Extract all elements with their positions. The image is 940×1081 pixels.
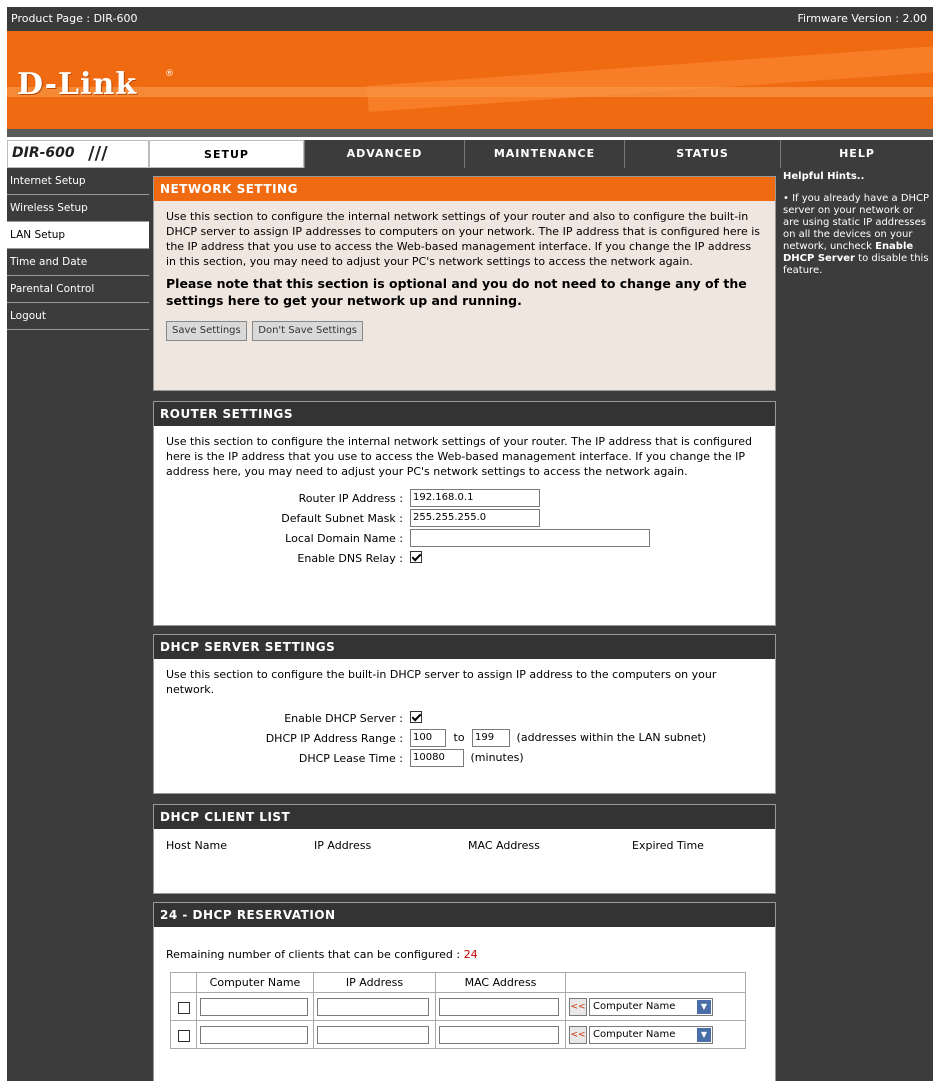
copy-computer-button[interactable]: <<	[569, 1026, 587, 1044]
dlink-logo: D-Link	[17, 67, 138, 102]
model-badge	[7, 140, 149, 168]
reservation-enable-checkbox[interactable]	[178, 1002, 190, 1014]
dns-relay-checkbox[interactable]	[410, 551, 422, 563]
mac-address-input[interactable]	[439, 1026, 559, 1044]
dont-save-settings-button[interactable]: Don't Save Settings	[252, 321, 363, 341]
subnet-mask-label: Default Subnet Mask :	[281, 512, 403, 525]
column-mac-address: MAC Address	[468, 839, 540, 852]
column-host-name: Host Name	[166, 839, 227, 852]
chevron-down-icon: ▼	[697, 1028, 711, 1042]
mac-address-input[interactable]	[439, 998, 559, 1016]
column-actions	[566, 973, 746, 993]
computer-name-select-value: Computer Name	[593, 1028, 676, 1040]
dhcp-range-note: (addresses within the LAN subnet)	[516, 731, 707, 744]
dhcp-fields	[154, 697, 775, 769]
lease-time-value-wrap	[410, 749, 524, 767]
section-description: Use this section to configure the internal network settings of your router and also to configure the built-in DHCP server to assign IP addresses to computers on your network. The IP address that is configured here is the IP address that you use to access the Web-based management interface. If you change the IP address in this section, you may need to adjust your PC's network settings to access the network again.	[166, 210, 761, 268]
sidebar-item-parental-control[interactable]: Parental Control	[7, 276, 149, 303]
computer-name-cell	[197, 993, 314, 1021]
dns-relay-value-wrap	[410, 549, 422, 563]
dhcp-server-section	[153, 634, 776, 794]
subnet-value-wrap	[410, 509, 540, 527]
router-fields	[154, 479, 775, 569]
section-title: DHCP SERVER SETTINGS	[154, 635, 775, 659]
router-ip-input[interactable]: 192.168.0.1	[410, 489, 540, 507]
section-title: DHCP CLIENT LIST	[154, 805, 775, 829]
top-bar	[7, 7, 933, 31]
column-ip-address: IP Address	[314, 973, 436, 993]
dhcp-range-row	[154, 729, 775, 749]
enable-dhcp-value-wrap	[410, 709, 422, 723]
ip-address-cell	[314, 1021, 436, 1049]
actions-cell	[566, 993, 746, 1021]
subnet-mask-input[interactable]: 255.255.255.0	[410, 509, 540, 527]
sidebar-item-logout[interactable]: Logout	[7, 303, 149, 330]
save-settings-button[interactable]: Save Settings	[166, 321, 247, 341]
section-title: 24 - DHCP RESERVATION	[154, 903, 775, 927]
brand-banner	[7, 31, 933, 137]
firmware-version-label: Firmware Version : 2.00	[797, 12, 927, 25]
reservation-row	[171, 1021, 746, 1049]
client-list-header	[154, 839, 775, 859]
tab-help[interactable]: HELP	[780, 140, 933, 168]
tab-status[interactable]: STATUS	[624, 140, 780, 168]
chevron-down-icon: ▼	[697, 1000, 711, 1014]
dhcp-range-value-wrap	[410, 729, 706, 747]
dhcp-range-end-input[interactable]: 199	[472, 729, 510, 747]
column-computer-name: Computer Name	[197, 973, 314, 993]
router-ip-value-wrap	[410, 489, 540, 507]
model-name: DIR-600	[12, 145, 75, 161]
computer-name-cell	[197, 1021, 314, 1049]
section-title: ROUTER SETTINGS	[154, 402, 775, 426]
router-ip-row	[154, 489, 775, 509]
column-ip-address: IP Address	[314, 839, 372, 852]
enable-dhcp-label: Enable DHCP Server :	[284, 712, 403, 725]
lease-time-label: DHCP Lease Time :	[298, 752, 403, 765]
dhcp-range-start-input[interactable]: 100	[410, 729, 446, 747]
ip-address-input[interactable]	[317, 998, 429, 1016]
main-content	[149, 168, 780, 1081]
sidebar-item-internet-setup[interactable]: Internet Setup	[7, 168, 149, 195]
help-hint-text	[783, 193, 930, 277]
local-domain-input[interactable]	[410, 529, 650, 547]
optional-note: Please note that this section is optional and you do not need to change any of the settings here to get your network up and running.	[166, 276, 747, 308]
button-row	[154, 309, 775, 341]
reservation-row	[171, 993, 746, 1021]
row-checkbox-cell	[171, 993, 197, 1021]
dhcp-client-list-section	[153, 804, 776, 894]
mac-address-cell	[436, 993, 566, 1021]
column-mac-address: MAC Address	[436, 973, 566, 993]
column-select	[171, 973, 197, 993]
router-ip-label: Router IP Address :	[298, 492, 403, 505]
domain-row	[154, 529, 775, 549]
banner-decoration	[367, 44, 933, 112]
help-hint-bold: Enable DHCP Server	[783, 241, 914, 264]
remaining-clients-text	[154, 927, 775, 962]
banner-decoration-line	[7, 87, 933, 97]
local-domain-label: Local Domain Name :	[285, 532, 403, 545]
sidebar	[7, 168, 149, 1081]
section-description: Use this section to configure the built-in DHCP server to assign IP address to the computers on your network.	[166, 668, 717, 696]
banner-divider	[7, 129, 933, 137]
remaining-clients-count: 24	[463, 948, 478, 961]
ip-address-input[interactable]	[317, 1026, 429, 1044]
dns-relay-label: Enable DNS Relay :	[297, 552, 403, 565]
lease-time-row	[154, 749, 775, 769]
reservation-header-row	[171, 973, 746, 993]
section-title: NETWORK SETTING	[154, 177, 775, 201]
subnet-row	[154, 509, 775, 529]
help-hint-suffix: to disable this feature.	[783, 253, 929, 276]
section-description: Use this section to configure the internal network settings of your router. The IP address that is configured here is the IP address that you use to access the Web-based management interface. If you change the IP address here, you may need to adjust your PC's network settings to access the network again.	[166, 435, 752, 478]
lease-time-input[interactable]: 10080	[410, 749, 464, 767]
ip-address-cell	[314, 993, 436, 1021]
tab-maintenance[interactable]: MAINTENANCE	[464, 140, 624, 168]
computer-name-select-value: Computer Name	[593, 1000, 676, 1012]
product-page-label: Product Page : DIR-600	[11, 12, 138, 25]
enable-dhcp-checkbox[interactable]	[410, 711, 422, 723]
enable-dhcp-row	[154, 709, 775, 729]
router-settings-section	[153, 401, 776, 626]
main-nav	[7, 140, 933, 168]
computer-name-select[interactable]	[589, 998, 713, 1016]
help-panel	[780, 168, 933, 1081]
domain-value-wrap	[410, 529, 650, 547]
computer-name-input[interactable]	[200, 1026, 308, 1044]
reservation-table	[170, 972, 746, 1049]
actions-cell	[566, 1021, 746, 1049]
sidebar-item-time-and-date[interactable]: Time and Date	[7, 249, 149, 276]
mac-address-cell	[436, 1021, 566, 1049]
tab-advanced[interactable]: ADVANCED	[304, 140, 464, 168]
row-checkbox-cell	[171, 1021, 197, 1049]
network-setting-section	[153, 176, 776, 391]
help-title: Helpful Hints..	[783, 171, 865, 182]
computer-name-select[interactable]	[589, 1026, 713, 1044]
sidebar-item-wireless-setup[interactable]: Wireless Setup	[7, 195, 149, 222]
help-hint-prefix: • If you already have a DHCP server on your network or are using static IP addresses on all the devices on your network, uncheck	[783, 193, 930, 252]
copy-computer-button[interactable]: <<	[569, 998, 587, 1016]
dhcp-range-label: DHCP IP Address Range :	[265, 732, 403, 745]
column-expired-time: Expired Time	[632, 839, 704, 852]
sidebar-item-lan-setup[interactable]: LAN Setup	[7, 222, 149, 249]
remaining-clients-label: Remaining number of clients that can be configured :	[166, 948, 464, 961]
tab-setup[interactable]: SETUP	[149, 140, 304, 168]
registered-mark: ®	[165, 69, 174, 79]
dhcp-range-to-label: to	[453, 731, 465, 744]
dns-relay-row	[154, 549, 775, 569]
computer-name-input[interactable]	[200, 998, 308, 1016]
reservation-enable-checkbox[interactable]	[178, 1030, 190, 1042]
model-slashes: ///	[88, 143, 108, 164]
lease-time-unit: (minutes)	[470, 751, 524, 764]
dhcp-reservation-section	[153, 902, 776, 1081]
